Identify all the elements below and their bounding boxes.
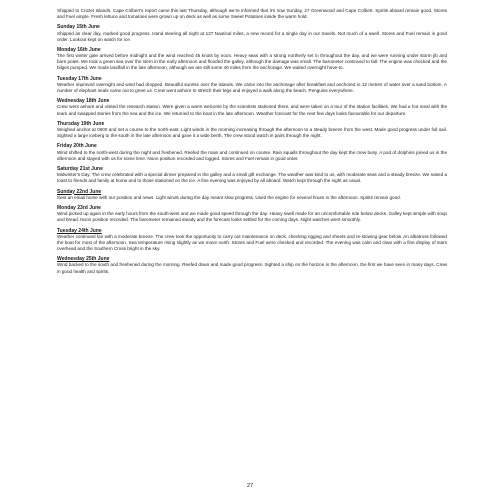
- entry-text: Midwinter’s Day. The crew celebrated with a special dinner prepared in the galley and a small gift exchange. The weather was kind to us, with moderate seas and a steady breeze. We raised a toast to friends and family at home and to those stationed on the ice. A fine evening was enjoyed by all aboard. Watch kept through the night as usual.: [57, 172, 447, 184]
- log-entry: [57, 205, 447, 223]
- entry-date-heading: Monday 23rd June: [57, 205, 101, 211]
- entry-date-heading: Tuesday 17th June: [57, 75, 102, 82]
- entry-text: Wind shifted to the north-west during the night and freshened. Reefed the main and continued on course. Rain squalls throughout the day kept the crew busy. A pod of dolphins joined us in the afternoon and stayed with us for some time. Noon position recorded and logged. Stores and Fuel remain in good order.: [57, 149, 447, 161]
- entry-date-heading: Saturday 21st June: [57, 165, 103, 172]
- entry-date-heading: Sunday 22nd June: [57, 188, 102, 195]
- log-entry: [57, 143, 447, 161]
- entry-date-heading: Sunday 15th June: [57, 24, 100, 31]
- entry-text: Shipped to Crozet Islands. Cape Colbert’s report came this last Thursday, although we’re informed that it’s now Sunday, 27 Greenwood and Cape Colbert. Spirits aboard remain good. Stores and Fuel ample. Fresh lettuce and tomatoes were grown up on deck as well as some Sweet Potatoes inside the warm hold.: [57, 8, 447, 20]
- entry-text: Wind backed to the south and freshened during the morning. Reefed down and made good progress. Sighted a ship on the horizon in the afternoon, the first we have seen in many days. Crew in good health and spirits.: [57, 262, 447, 274]
- entry-date-heading: Tuesday 24th June: [57, 227, 102, 234]
- entry-text: Crew went ashore and visited the research station. Were given a warm welcome by the scientists stationed there, and were taken on a tour of the station facilities. We had a hot meal with the team and swapped stories from the sea and the ice. We returned to the boat in the late afternoon. Weather forecast for the next few days looks favourable for our departure.: [57, 104, 447, 116]
- log-entry: [57, 47, 447, 71]
- entry-text: Weighed anchor at 0600 and set a course to the north-east. Light winds in the morning increasing through the afternoon to a steady breeze from the west. Made good progress under full sail. Sighted a large iceberg to the south in the late afternoon and gave it a wide berth. The crew stood watch in pairs through the night.: [57, 126, 447, 139]
- entry-text: Wind picked up again in the early hours from the south-west and we made good speed through the day. Heavy swell made for an uncomfortable ride below decks. Galley kept simple with soup and bread. Noon position recorded. The barometer remained steady and the forecast looks settled for the coming days. Night watches went smoothly.: [57, 211, 447, 223]
- entry-text: Weather continued fair with a moderate breeze. The crew took the opportunity to carry out maintenance on deck, checking rigging and sheets and re-stowing gear below. An albatross followed the boat for most of the afternoon. Sea temperature rising slightly as we move north. Stores and Fuel were checked and recorded. The evening was calm and clear with a fine display of stars overhead and the Southern Cross bright in the sky.: [57, 233, 447, 251]
- log-entry: [57, 166, 447, 184]
- entry-date-heading: Wednesday 18th June: [57, 98, 110, 105]
- log-entry: [57, 121, 447, 139]
- entry-text: Sent an email home with our position and news. Light winds during the day meant slow progress. Used the engine for several hours in the afternoon. Spirits remain good.: [57, 194, 401, 200]
- journal-page: [57, 8, 447, 279]
- log-entry: [57, 256, 447, 274]
- entry-date-heading: Monday 16th June: [57, 46, 101, 53]
- log-entry: [57, 228, 447, 252]
- entry-text: Shipped as clear day, marked good progress. Hand steering all night at 137 Nautical miles, a new record for a single day in our travels. Not much of a swell. Stores and Fuel remain in good order. Lookout kept on watch for ice.: [57, 30, 447, 42]
- log-entry: [57, 24, 447, 42]
- entry-text: Weather improved overnight and wind had dropped. Beautiful sunrise over the islands. We came into the anchorage after breakfast and anchored in 12 metres of water over a sand bottom. A number of elephant seals came out to greet us. Crew went ashore to stretch their legs and enjoyed a walk along the beach. Penguins everywhere.: [57, 81, 447, 93]
- log-entry: [57, 189, 447, 201]
- entry-date-heading: Thursday 19th June: [57, 120, 105, 127]
- entry-date-heading: Friday 20th June: [57, 143, 97, 150]
- entry-date-heading: Wednesday 25th June: [57, 256, 110, 263]
- entry-text: The first winter gale arrived before midnight and the wind reached 45 knots by noon. Heavy seas with a strong northerly set in throughout the day, and we were running under storm jib and bare poles. We took a green sea over the stern in the early afternoon and flooded the galley, although the damage was small. The barometer continued to fall. The engine was checked and the bilges pumped. We made landfall in the late afternoon, although we are still some 40 miles from the anchorage. We waited overnight hove-to.: [57, 53, 447, 71]
- log-entry: [57, 98, 447, 116]
- log-entry: [57, 8, 447, 20]
- page-number: 27: [246, 483, 254, 489]
- log-entry: [57, 76, 447, 94]
